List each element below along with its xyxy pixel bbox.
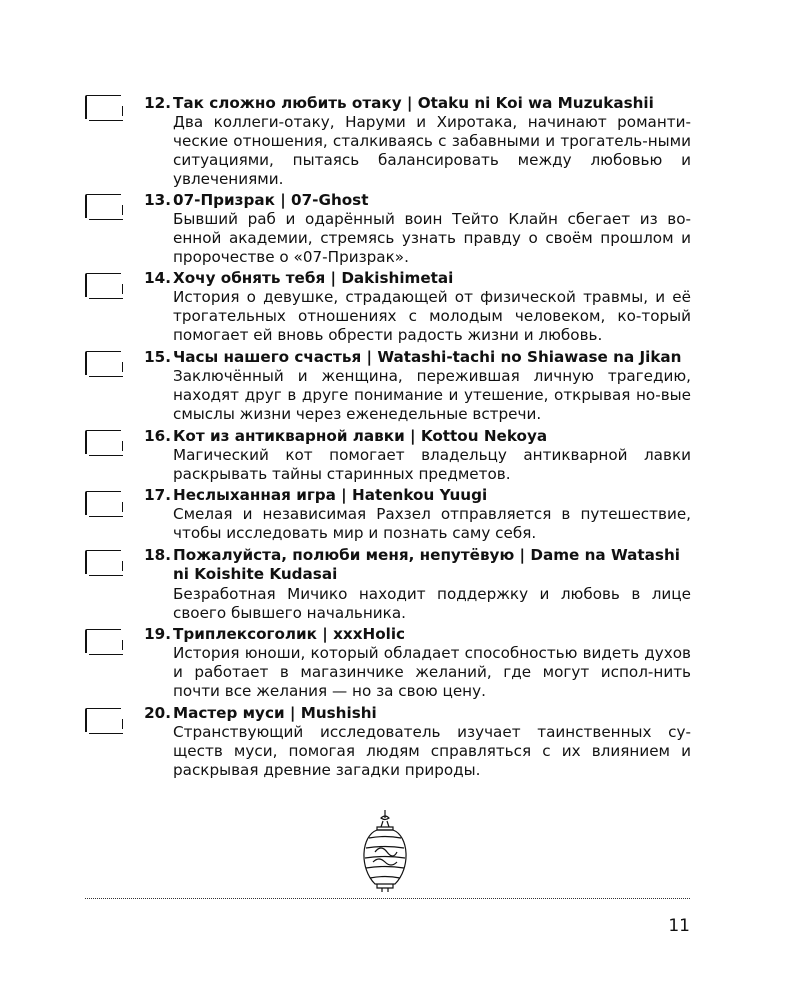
- checkbox[interactable]: [85, 95, 121, 119]
- entry-description: История юноши, который обладает способностью видеть духов и работает в магазинчике желаний, где могут испол-нить почти все желания — но за свою цену.: [173, 644, 691, 700]
- checkbox[interactable]: [85, 430, 121, 454]
- entry-title: Так сложно любить отаку | Otaku ni Koi wa Muzukashii: [173, 94, 654, 112]
- entry-description: Странствующий исследователь изучает таинственных су-ществ муси, помогая людям справляться с их влиянием и раскрывая древние загадки природы.: [173, 723, 691, 779]
- entry-title: Пожалуйста, полюби меня, непутёвую | Dame na Watashi ni Koishite Kudasai: [173, 546, 680, 583]
- entry-title: Неслыханная игра | Hatenkou Yuugi: [173, 486, 488, 504]
- entry-number: 15.: [144, 348, 171, 366]
- entry-title: Кот из антикварной лавки | Kottou Nekoya: [173, 427, 548, 445]
- entry-description: Бывший раб и одарённый воин Тейто Клайн сбегает из во-енной академии, стремясь узнать правду о своём прошлом и пророчестве о «07-Призрак».: [173, 210, 691, 266]
- entry-number: 16.: [144, 427, 171, 445]
- checkbox[interactable]: [85, 351, 121, 375]
- entry-title: 07-Призрак | 07-Ghost: [173, 191, 369, 209]
- checkbox[interactable]: [85, 629, 121, 653]
- entry-description: История о девушке, страдающей от физической травмы, и её трогательных отношениях с молодым человеком, ко-торый помогает ей вновь обрести радость жизни и любовь.: [173, 288, 691, 344]
- entry-description: Безработная Мичико находит поддержку и любовь в лице своего бывшего начальника.: [173, 585, 691, 622]
- entry-description: Смелая и независимая Рахзел отправляется в путешествие, чтобы исследовать мир и познать саму себя.: [173, 505, 691, 542]
- entry-description: Два коллеги-отаку, Наруми и Хиротака, начинают романти-ческие отношения, сталкиваясь с забавными и трогатель-ными ситуациями, пытаясь балансировать между любовью и увлечениями.: [173, 113, 691, 188]
- entry-title: Мастер муси | Mushishi: [173, 704, 377, 722]
- entry-number: 12.: [144, 94, 171, 112]
- entry-title: Часы нашего счастья | Watashi-tachi no Shiawase na Jikan: [173, 348, 682, 366]
- entry-number: 13.: [144, 191, 171, 209]
- entry-title: Хочу обнять тебя | Dakishimetai: [173, 269, 454, 287]
- entry-title: Триплексоголик | xxxHolic: [173, 625, 406, 643]
- lantern-icon: [355, 808, 415, 894]
- checkbox[interactable]: [85, 708, 121, 732]
- checkbox[interactable]: [85, 550, 121, 574]
- entry-number: 14.: [144, 269, 171, 287]
- checkbox[interactable]: [85, 194, 121, 218]
- entry-description: Магический кот помогает владельцу антикварной лавки раскрывать тайны старинных предметов.: [173, 446, 691, 483]
- entry-description: Заключённый и женщина, пережившая личную трагедию, находят друг в друге понимание и утешение, открывая но-вые смыслы жизни через еженедельные встречи.: [173, 367, 691, 423]
- checkbox[interactable]: [85, 273, 121, 297]
- page-number: 11: [668, 916, 690, 936]
- entry-number: 17.: [144, 486, 171, 504]
- entry-number: 20.: [144, 704, 171, 722]
- entry-number: 19.: [144, 625, 171, 643]
- checkbox[interactable]: [85, 491, 121, 515]
- entry-number: 18.: [144, 546, 171, 564]
- footer-divider: [85, 898, 690, 899]
